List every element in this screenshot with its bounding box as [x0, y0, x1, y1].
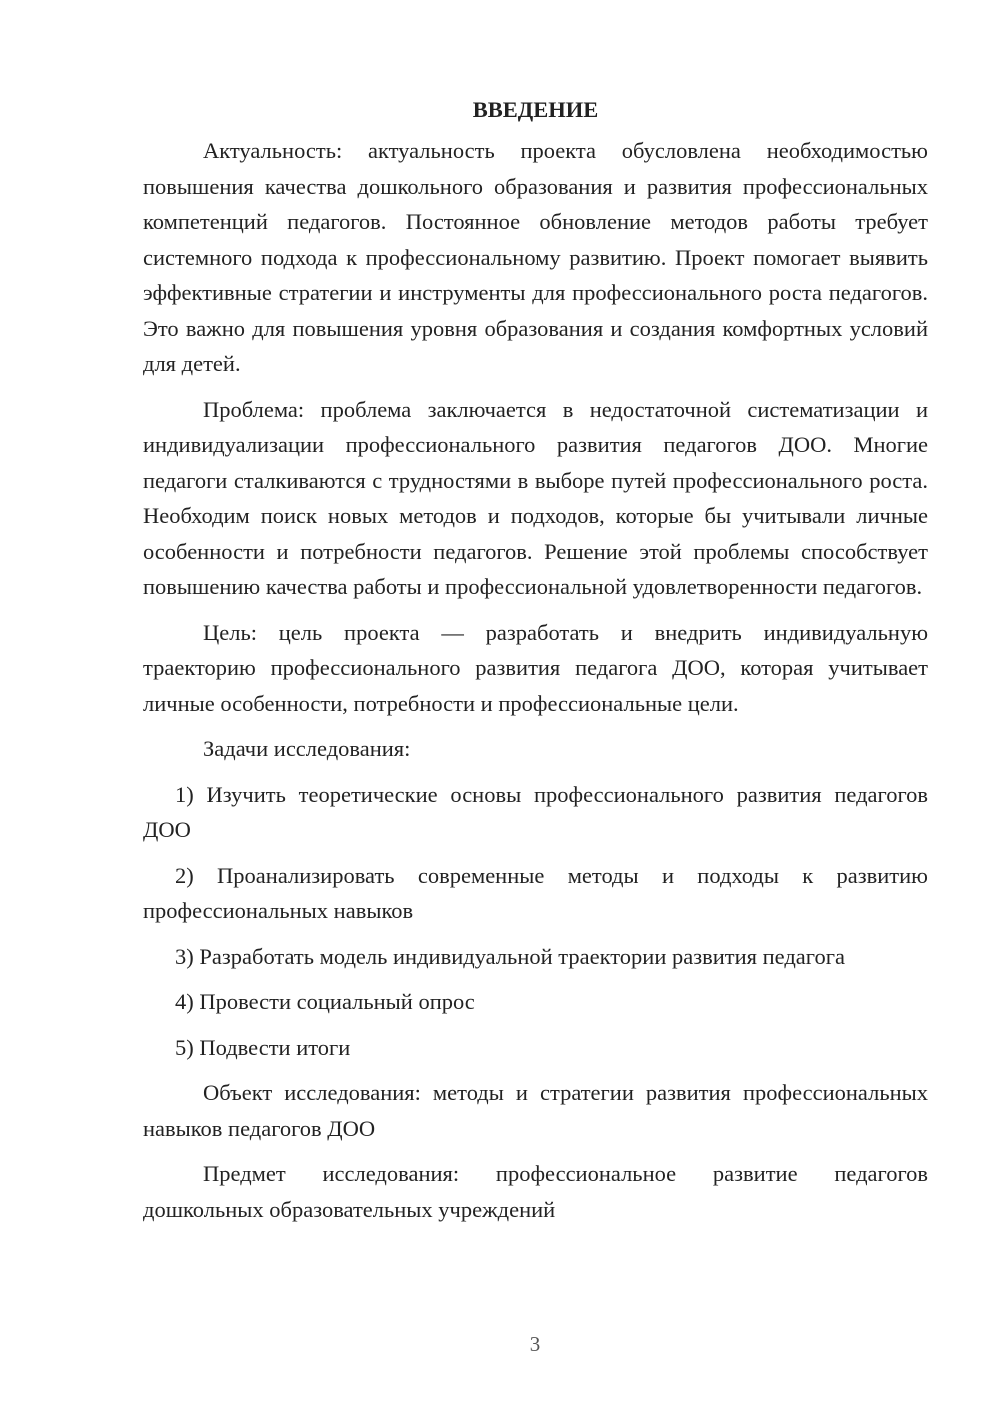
task-item: 2) Проанализировать современные методы и подходы к развитию профессиональных навыков	[143, 862, 928, 923]
task-item: 5) Подвести итоги	[175, 1034, 351, 1060]
section-title: ВВЕДЕНИЕ	[472, 97, 599, 122]
paragraph-subject: Предмет исследования: профессиональное развитие педагогов дошкольных образовательных учреждений	[143, 1161, 928, 1222]
paragraph-problem: Проблема: проблема заключается в недостаточной систематизации и индивидуализации профессионального развития педагогов ДОО. Многие педагоги сталкиваются с трудностями в выборе путей профессионального роста. Необходим поиск новых методов и подходов, которые бы учитывали личные особенности и потребности педагогов. Решение этой проблемы способствует повышению качества работы и профессиональной удовлетворенности педагогов.	[143, 396, 928, 599]
document-body	[143, 92, 928, 1237]
tasks-heading: Задачи исследования:	[203, 736, 411, 761]
task-item: 4) Провести социальный опрос	[175, 989, 475, 1014]
paragraph-object: Объект исследования: методы и стратегии развития профессиональных навыков педагогов ДОО	[143, 1080, 928, 1141]
page-number: 3	[529, 1332, 541, 1356]
task-item: 1) Изучить теоретические основы профессионального развития педагогов ДОО	[143, 781, 928, 842]
paragraph-relevance: Актуальность: актуальность проекта обусловлена необходимостью повышения качества дошкольного образования и развития профессиональных компетенций педагогов. Постоянное обновление методов работы требует системного подхода к профессиональному развитию. Проект помогает выявить эффективные стратегии и инструменты для профессионального роста педагогов. Это важно для повышения уровня образования и создания комфортных условий для детей.	[143, 138, 928, 376]
task-item: 3) Разработать модель индивидуальной траектории развития педагога	[175, 943, 845, 969]
paragraph-goal: Цель: цель проекта — разработать и внедрить индивидуальную траекторию профессионального развития педагога ДОО, которая учитывает личные особенности, потребности и профессиональные цели.	[143, 619, 928, 716]
